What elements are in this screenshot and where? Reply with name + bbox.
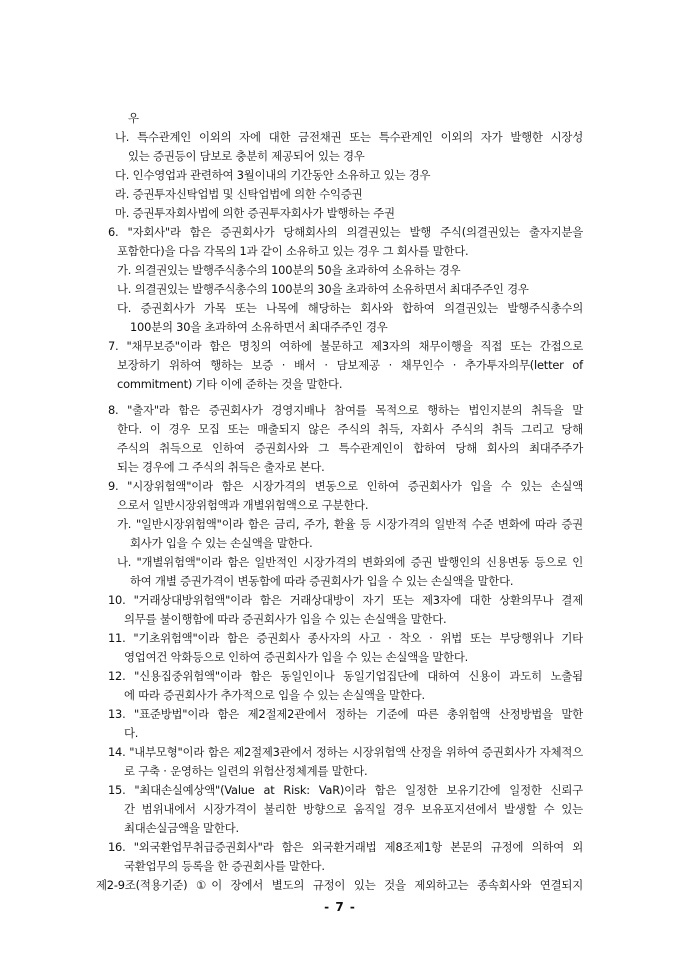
text-line: 나. 특수관계인 이외의 자에 대한 금전채권 또는 특수관계인 이외의 자가 발행한 시장성	[115, 130, 583, 144]
text-line: 영업여건 악화등으로 인하여 증권회사가 입을 수 있는 손실액을 말한다.	[124, 650, 469, 664]
text-line: 다. 증권회사가 가목 또는 나목에 해당하는 회사와 합하여 의결권있는 발행주식총수의	[117, 301, 583, 315]
text-line: 8. "출자"라 함은 증권회사가 경영지배나 참여를 목적으로 행하는 법인지분의 취득을 말	[108, 403, 583, 417]
text-line: 국환업무의 등록을 한 증권회사를 말한다.	[124, 859, 325, 873]
text-line: 으로서 일반시장위험액과 개별위험액으로 구분한다.	[117, 498, 369, 512]
text-line: 가. "일반시장위험액"이라 함은 금리, 주가, 환율 등 시장가격의 일반적 수준 변화에 따라 증권	[117, 517, 583, 531]
text-line: 100분의 30을 초과하여 소유하면서 최대주주인 경우	[130, 320, 388, 334]
text-line: 11. "기초위험액"이라 함은 증권회사 종사자의 사고 · 착오 · 위법 또는 부당행위나 기타	[108, 631, 583, 645]
text-line: 보장하기 위하여 행하는 보증 · 배서 · 담보제공 · 채무인수 · 추가투자의무(letter of	[117, 358, 583, 372]
text-line: commitment) 기타 이에 준하는 것을 말한다.	[117, 377, 343, 391]
text-line: 9. "시장위험액"이라 함은 시장가격의 변동으로 인하여 증권회사가 입을 수 있는 손실액	[108, 479, 583, 493]
text-line: 나. "개별위험액"이라 함은 일반적인 시장가격의 변화외에 증권 발행인의 신용변동 등으로 인	[117, 555, 583, 569]
text-line: 16. "외국환업무취급증권회사"라 함은 외국환거래법 제8조제1항 본문의 규정에 의하여 외	[108, 840, 583, 854]
page-number: - 7 -	[324, 900, 356, 914]
text-line: 라. 증권투자신탁업법 및 신탁업법에 의한 수익증권	[115, 187, 363, 201]
text-line: 마. 증권투자회사법에 의한 증권투자회사가 발행하는 주권	[115, 206, 395, 220]
text-line: 하여 개별 증권가격이 변동함에 따라 증권회사가 입을 수 있는 손실액을 말한다.	[130, 574, 514, 588]
text-line: 의무를 불이행함에 따라 증권회사가 입을 수 있는 손실액을 말한다.	[124, 612, 447, 626]
text-line: 우	[128, 111, 139, 125]
text-line: 로 구축 · 운영하는 일련의 위험산정체계를 말한다.	[124, 764, 368, 778]
text-line: 한다. 이 경우 모집 또는 매출되지 않은 주식의 취득, 자회사 주식의 취득 그리고 당해	[117, 422, 583, 436]
text-line: 제2-9조(적용기준) ①이 장에서 별도의 규정이 있는 것을 제외하고는 종속회사와 연결되지	[96, 878, 583, 892]
text-line: 간 범위내에서 시장가격이 불리한 방향으로 움직일 경우 보유포지션에서 발생할 수 있는	[124, 802, 583, 816]
text-line: 회사가 입을 수 있는 손실액을 말한다.	[130, 536, 313, 550]
text-line: 15. "최대손실예상액"(Value at Risk: VaR)이라 함은 일정한 보유기간에 일정한 신뢰구	[108, 783, 583, 797]
text-line: 6. "자회사"라 함은 증권회사가 당해회사의 의결권있는 발행 주식(의결권있는 출자지분을	[108, 225, 583, 239]
text-line: 에 따라 증권회사가 추가적으로 입을 수 있는 손실액을 말한다.	[124, 688, 425, 702]
text-line: 12. "신용집중위험액"이라 함은 동일인이나 동일기업집단에 대하여 신용이 과도히 노출됨	[108, 669, 583, 683]
text-line: 최대손실금액을 말한다.	[124, 821, 239, 835]
text-line: 13. "표준방법"이라 함은 제2절제2관에서 정하는 기준에 따른 총위험액 산정방법을 말한	[108, 707, 583, 721]
text-line: 주식의 취득으로 인하여 증권회사와 그 특수관계인이 합하여 당해 회사의 최대주주가	[117, 441, 583, 455]
text-line: 7. "채무보증"이라 함은 명칭의 여하에 불문하고 제3자의 채무이행을 직접 또는 간접으로	[108, 339, 583, 353]
text-line: 되는 경우에 그 주식의 취득은 출자로 본다.	[117, 460, 325, 474]
text-line: 10. "거래상대방위험액"이라 함은 거래상대방이 자기 또는 제3자에 대한 상환의무나 결제	[108, 593, 583, 607]
text-line: 다.	[124, 726, 139, 740]
text-line: 가. 의결권있는 발행주식총수의 100분의 50을 초과하여 소유하는 경우	[117, 263, 461, 277]
text-line: 포함한다)을 다음 각목의 1과 같이 소유하고 있는 경우 그 회사를 말한다.	[117, 244, 469, 258]
text-line: 나. 의결권있는 발행주식총수의 100분의 30을 초과하여 소유하면서 최대주주인 경우	[117, 282, 529, 296]
text-line: 있는 증권등이 담보로 충분히 제공되어 있는 경우	[128, 149, 365, 163]
text-line: 다. 인수영업과 관련하여 3월이내의 기간동안 소유하고 있는 경우	[115, 168, 431, 182]
text-line: 14. "내부모형"이라 함은 제2절제3관에서 정하는 시장위험액 산정을 위하여 증권회사가 자체적으	[108, 745, 583, 759]
